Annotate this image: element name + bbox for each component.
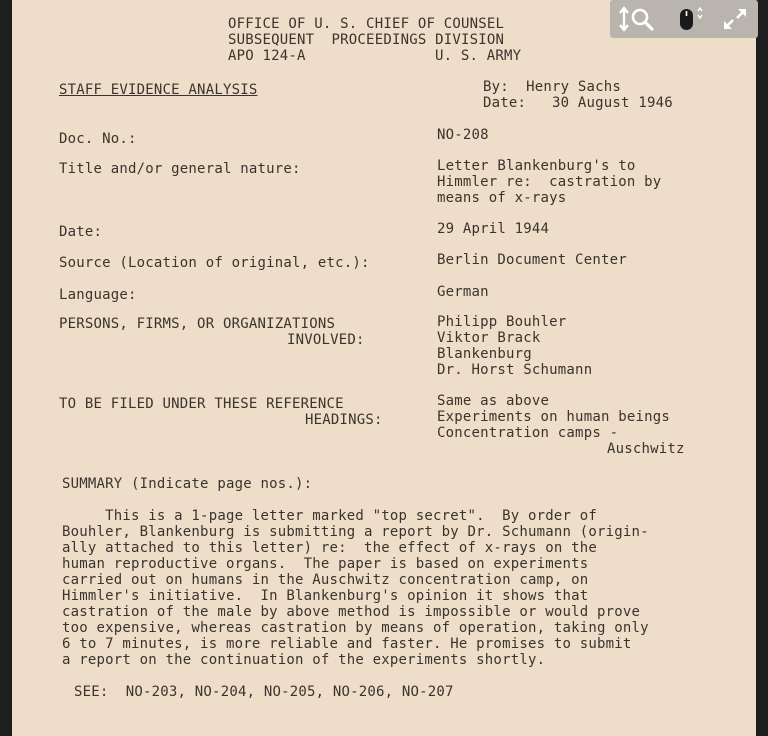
viewer-toolbar	[610, 0, 758, 38]
source-label: Source (Location of original, etc.):	[59, 255, 370, 271]
persons-label-2: INVOLVED:	[287, 332, 365, 348]
title-value-line-2: Himmler re: castration by	[437, 174, 662, 190]
summary-heading: SUMMARY (Indicate page nos.):	[62, 476, 313, 492]
header-line-1: OFFICE OF U. S. CHIEF OF COUNSEL	[228, 16, 505, 32]
summary-line: ally attached to this letter) re: the effect of x-rays on the	[62, 540, 597, 556]
zoom-icon	[618, 5, 658, 33]
date-value: 29 April 1944	[437, 221, 550, 237]
title-value-line-3: means of x-rays	[437, 190, 567, 206]
filed-heading-3: Concentration camps -	[437, 425, 619, 441]
summary-line: carried out on humans in the Auschwitz concentration camp, on	[62, 572, 589, 588]
language-value: German	[437, 284, 489, 300]
summary-line: castration of the male by above method is impossible or would prove	[62, 604, 641, 620]
see-references: SEE: NO-203, NO-204, NO-205, NO-206, NO-207	[74, 684, 454, 700]
header-line-3-left: APO 124-A	[228, 48, 306, 64]
person-1: Philipp Bouhler	[437, 314, 567, 330]
mouse-scroll-icon	[674, 5, 704, 33]
language-label: Language:	[59, 287, 137, 303]
header-line-2: SUBSEQUENT PROCEEDINGS DIVISION	[228, 32, 505, 48]
filed-label: TO BE FILED UNDER THESE REFERENCE	[59, 396, 344, 412]
scroll-mode-button[interactable]	[674, 4, 704, 34]
analysis-heading: STAFF EVIDENCE ANALYSIS	[59, 82, 258, 98]
filed-label-2: HEADINGS:	[305, 412, 383, 428]
person-3: Blankenburg	[437, 346, 532, 362]
left-page-edge	[0, 0, 12, 736]
analysis-by: By: Henry Sachs	[483, 79, 622, 95]
filed-heading-2: Experiments on human beings	[437, 409, 670, 425]
date-label: Date:	[59, 224, 103, 240]
summary-line: Bouhler, Blankenburg is submitting a report by Dr. Schumann (origin-	[62, 524, 649, 540]
filed-heading-1: Same as above	[437, 393, 550, 409]
filed-heading-4: Auschwitz	[607, 441, 685, 457]
fullscreen-button[interactable]	[720, 4, 750, 34]
summary-line: human reproductive organs. The paper is based on experiments	[62, 556, 589, 572]
summary-line: a report on the continuation of the experiments shortly.	[62, 652, 546, 668]
summary-line: Himmler's initiative. In Blankenburg's opinion it shows that	[62, 588, 589, 604]
analysis-date: Date: 30 August 1946	[483, 95, 673, 111]
source-value: Berlin Document Center	[437, 252, 627, 268]
doc-no-value: NO-208	[437, 127, 489, 143]
doc-no-label: Doc. No.:	[59, 131, 137, 147]
summary-line: This is a 1-page letter marked "top secret". By order of	[62, 508, 597, 524]
zoom-button[interactable]	[618, 4, 658, 34]
expand-icon	[720, 5, 750, 33]
person-2: Viktor Brack	[437, 330, 541, 346]
title-label: Title and/or general nature:	[59, 161, 301, 177]
summary-line: too expensive, whereas castration by means of operation, taking only	[62, 620, 649, 636]
title-value-line-1: Letter Blankenburg's to	[437, 158, 636, 174]
header-line-3-right: U. S. ARMY	[435, 48, 522, 64]
summary-line: 6 to 7 minutes, is more reliable and faster. He promises to submit	[62, 636, 632, 652]
persons-label: PERSONS, FIRMS, OR ORGANIZATIONS	[59, 316, 336, 332]
person-4: Dr. Horst Schumann	[437, 362, 593, 378]
right-page-edge	[756, 0, 768, 736]
